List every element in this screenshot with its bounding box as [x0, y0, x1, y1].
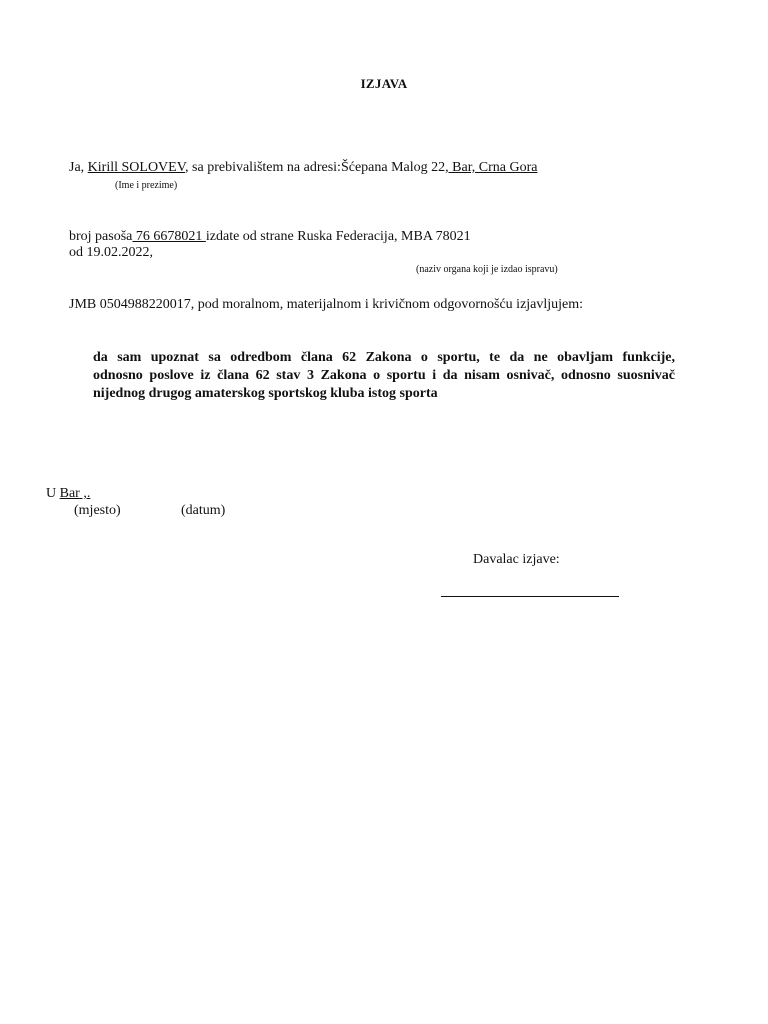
place-caption: (mjesto) — [74, 503, 121, 518]
issue-date-line: od 19.02.2022, — [69, 245, 153, 260]
statement-line-3: nijednog drugog amaterskog sportskog kluba istog sporta — [93, 386, 438, 401]
signer-label: Davalac izjave: — [473, 552, 560, 567]
passport-issuer: izdate od strane Ruska Federacija, MBA 78021 — [205, 229, 471, 244]
declarant-line — [69, 160, 538, 176]
place-name: Bar — [59, 486, 80, 501]
declarant-prefix: Ja, — [69, 160, 88, 175]
place-prefix: U — [46, 486, 60, 501]
place-line — [46, 486, 90, 502]
passport-number: 76 6678021 — [132, 229, 206, 244]
issuer-caption: (naziv organa koji je izdao ispravu) — [416, 264, 558, 275]
statement-line-1: da sam upoznat sa odredbom člana 62 Zakona o sportu, te da ne obavljam funkcije, — [93, 350, 675, 365]
signature-line — [441, 596, 619, 597]
address-street: Šćepana Malog 22 — [340, 160, 446, 175]
address-city: , Bar, Crna Gora — [445, 160, 538, 175]
declarant-name: Kirill SOLOVEV — [87, 160, 186, 175]
date-caption: (datum) — [181, 503, 226, 518]
document-title: IZJAVA — [360, 76, 408, 91]
name-caption: (Ime i prezime) — [115, 180, 178, 191]
passport-line — [69, 229, 471, 245]
address-label: , sa prebivalištem na adresi: — [185, 160, 341, 175]
place-suffix: ,. — [79, 486, 91, 501]
passport-prefix: broj pasoša — [69, 229, 133, 244]
statement-block — [93, 349, 675, 403]
jmb-line: JMB 0504988220017, pod moralnom, materijalnom i krivičnom odgovornošću izjavljujem: — [69, 297, 584, 312]
statement-line-2: odnosno poslove iz člana 62 stav 3 Zakona o sportu i da nisam osnivač, odnosno suosnivač — [93, 368, 675, 383]
